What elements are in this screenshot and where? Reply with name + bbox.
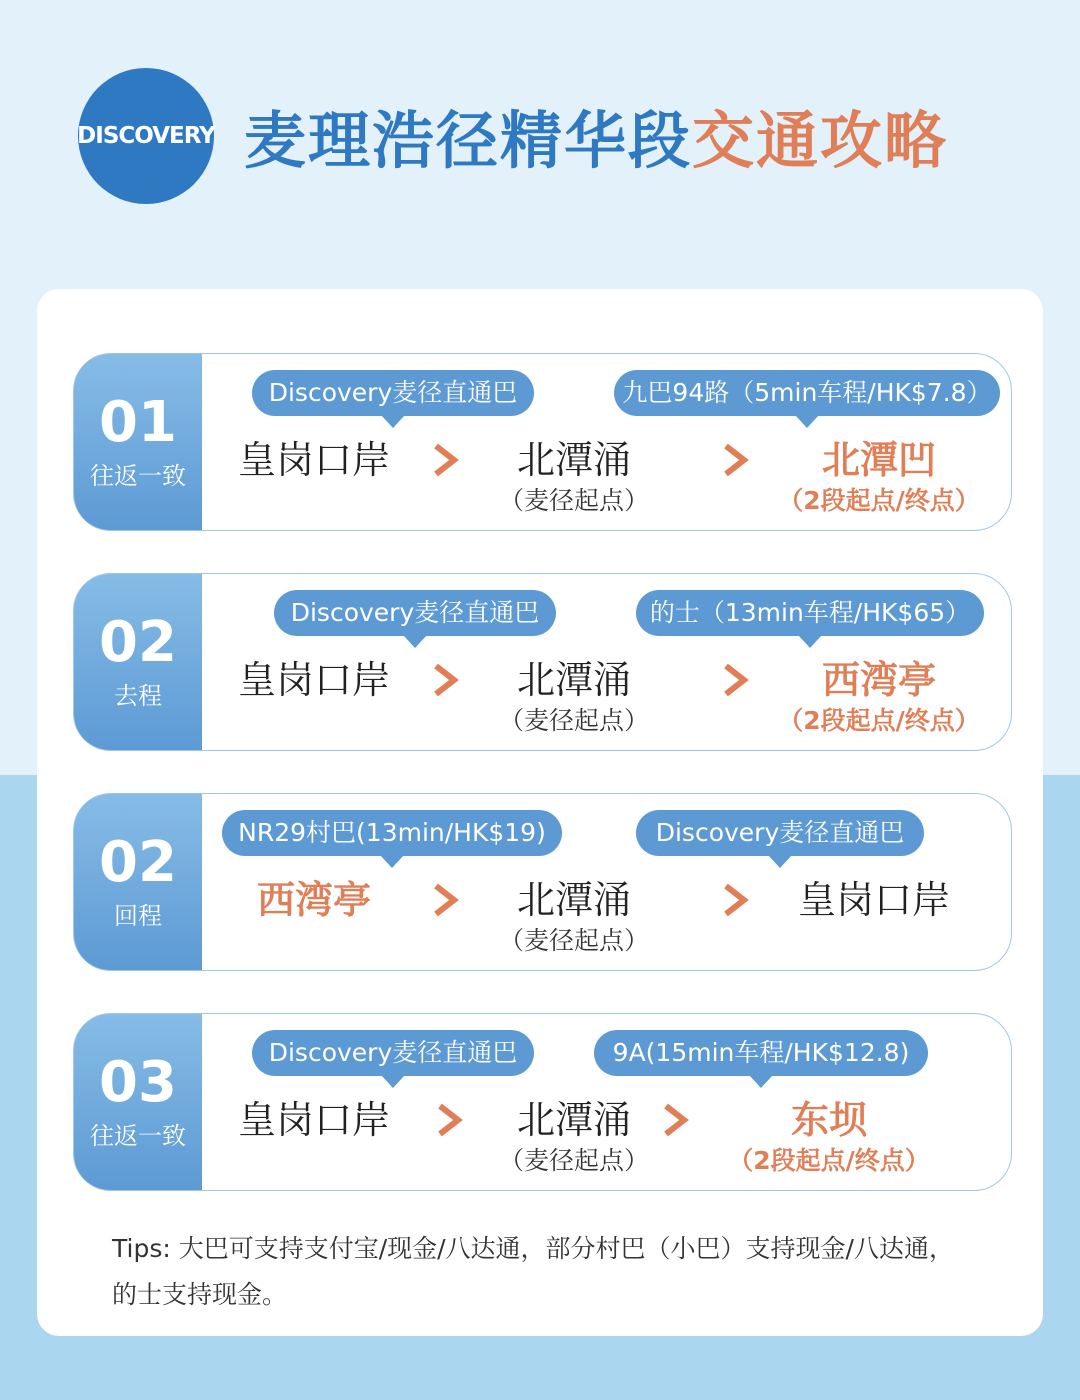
tips-line-1: Tips: 大巴可支持支付宝/现金/八达通，部分村巴（小巴）支持现金/八达通，	[112, 1234, 954, 1263]
title-part-1: 麦理浩径精华段	[244, 104, 693, 177]
stop-name: 皇岗口岸	[237, 658, 390, 702]
stop-sub: （麦径起点）	[498, 1146, 649, 1175]
arrow-right-icon	[430, 662, 460, 698]
logo-text: DISCOVERY	[77, 123, 215, 149]
route-badge	[74, 574, 202, 750]
stop-3	[764, 656, 994, 738]
transport-pill-1: NR29村巴(13min/HK$19)	[222, 810, 562, 856]
stop-name: 北潭涌	[516, 1098, 631, 1142]
transport-pill-2: 九巴94路（5min车程/HK$7.8）	[614, 370, 1000, 416]
transport-pill-2: 9A(15min车程/HK$12.8)	[594, 1030, 928, 1076]
transport-pill-2: Discovery麦径直通巴	[636, 810, 924, 856]
arrow-right-icon	[720, 882, 750, 918]
stop-3	[764, 436, 994, 518]
stop-sub: （2段起点/终点）	[778, 706, 980, 735]
route-number: 01	[99, 390, 177, 455]
transport-pill-1: Discovery麦径直通巴	[252, 370, 534, 416]
stop-sub: （2段起点/终点）	[778, 486, 980, 515]
stop-2	[474, 1096, 674, 1178]
stop-1	[214, 1096, 414, 1144]
route-label: 往返一致	[90, 462, 186, 490]
tips-line-2: 的士支持现金。	[112, 1280, 288, 1309]
tips-text	[112, 1226, 1012, 1318]
title-part-2: 交通攻略	[692, 104, 949, 177]
route-card-4	[73, 1013, 1012, 1191]
arrow-right-icon	[660, 1102, 690, 1138]
stop-sub: （麦径起点）	[498, 486, 649, 515]
stop-3	[774, 876, 974, 924]
stop-1	[214, 876, 414, 924]
stop-1	[214, 436, 414, 484]
stop-2	[474, 436, 674, 518]
arrow-right-icon	[720, 442, 750, 478]
arrow-right-icon	[430, 442, 460, 478]
stop-2	[474, 876, 674, 958]
discovery-logo	[78, 68, 214, 204]
transport-pill-1: Discovery麦径直通巴	[274, 590, 556, 636]
transport-pill-2: 的士（13min车程/HK$65）	[636, 590, 984, 636]
stop-3	[714, 1096, 944, 1178]
stop-sub: （麦径起点）	[498, 926, 649, 955]
route-label: 往返一致	[90, 1122, 186, 1150]
route-badge	[74, 354, 202, 530]
route-card-1	[73, 353, 1012, 531]
stop-name: 皇岗口岸	[797, 878, 950, 922]
page-title	[244, 96, 948, 186]
route-label: 去程	[114, 682, 162, 710]
route-badge	[74, 794, 202, 970]
stop-name: 西湾亭	[256, 878, 371, 922]
stop-name: 皇岗口岸	[237, 438, 390, 482]
route-number: 02	[99, 610, 177, 675]
route-label: 回程	[114, 902, 162, 930]
stop-1	[214, 656, 414, 704]
stop-2	[474, 656, 674, 738]
stop-name: 北潭涌	[516, 438, 631, 482]
arrow-right-icon	[430, 882, 460, 918]
stop-sub: （2段起点/终点）	[728, 1146, 930, 1175]
stop-name: 北潭凹	[821, 438, 936, 482]
transport-pill-1: Discovery麦径直通巴	[252, 1030, 534, 1076]
route-number: 03	[99, 1050, 177, 1115]
route-number: 02	[99, 830, 177, 895]
arrow-right-icon	[434, 1102, 464, 1138]
stop-name: 东坝	[790, 1098, 867, 1142]
stop-name: 西湾亭	[821, 658, 936, 702]
stop-name: 北潭涌	[516, 878, 631, 922]
stop-name: 北潭涌	[516, 658, 631, 702]
stop-sub: （麦径起点）	[498, 706, 649, 735]
route-card-2	[73, 573, 1012, 751]
arrow-right-icon	[720, 662, 750, 698]
route-card-3	[73, 793, 1012, 971]
stop-name: 皇岗口岸	[237, 1098, 390, 1142]
route-badge	[74, 1014, 202, 1190]
